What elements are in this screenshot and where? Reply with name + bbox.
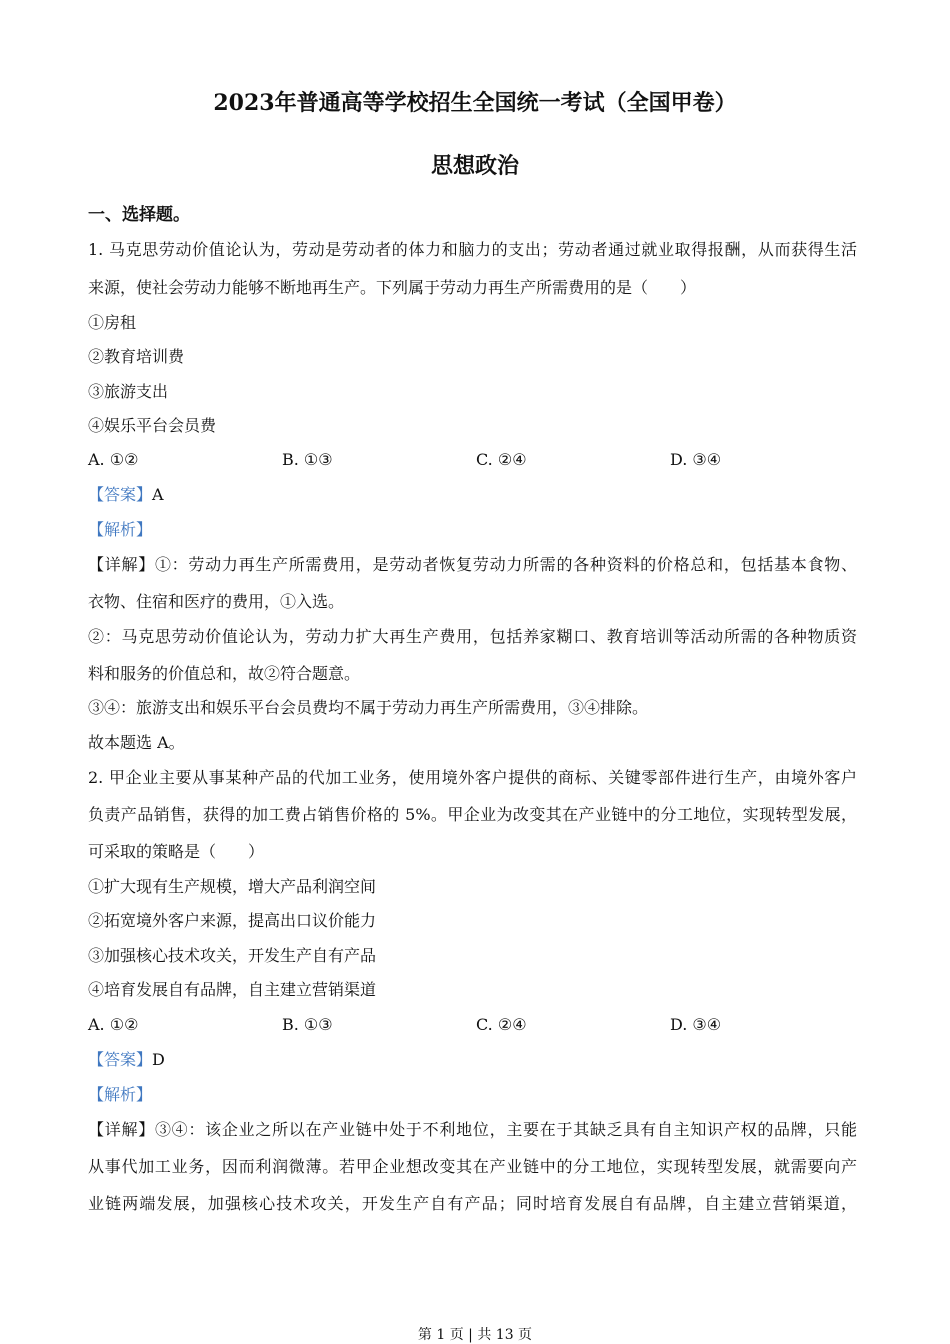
option-b: B. ①③: [282, 1015, 333, 1034]
answer-line: [88, 1050, 165, 1070]
detail-label: 【详解】: [88, 1120, 155, 1139]
answer-value: D: [152, 1050, 165, 1069]
answer-label: 【答案】: [88, 1050, 153, 1069]
detail-line: 从事代加工业务，因而利润微薄。若甲企业想改变其在产业链中的分工地位，实现转型发展，就需要向产: [88, 1157, 857, 1176]
answer-label: 【答案】: [88, 485, 153, 504]
detail-line: 衣物、住宿和医疗的费用，①入选。: [88, 592, 345, 611]
statement-item: ①房租: [88, 313, 137, 332]
detail-text: ①：劳动力再生产所需费用，是劳动者恢复劳动力所需的各种资料的价格总和，包括基本食物、: [154, 555, 857, 574]
statement-item: ④培育发展自有品牌，自主建立营销渠道: [88, 980, 377, 999]
statement-item: ①扩大现有生产规模，增大产品利润空间: [88, 877, 377, 896]
answer-value: A: [152, 485, 164, 504]
exam-title: 2023年普通高等学校招生全国统一考试（全国甲卷）: [213, 90, 737, 116]
question-stem-line: 可采取的策略是（ ）: [88, 842, 265, 861]
detail-line: ②：马克思劳动价值论认为，劳动力扩大再生产费用，包括养家糊口、教育培训等活动所需的各种物质资: [88, 627, 857, 646]
option-c: C. ②④: [476, 1015, 527, 1034]
analysis-label: 【解析】: [88, 520, 153, 539]
detail-line: 料和服务的价值总和，故②符合题意。: [88, 664, 361, 683]
question-stem-line: 2. 甲企业主要从事某种产品的代加工业务，使用境外客户提供的商标、关键零部件进行生产，由境外客户: [88, 768, 857, 787]
option-c: C. ②④: [476, 450, 527, 469]
detail-line: 故本题选 A。: [88, 733, 185, 752]
question-stem-line: 1. 马克思劳动价值论认为，劳动是劳动者的体力和脑力的支出；劳动者通过就业取得报酬，从而获得生活: [88, 240, 857, 259]
statement-item: ④娱乐平台会员费: [88, 416, 217, 435]
detail-text: ③④：该企业之所以在产业链中处于不利地位，主要在于其缺乏具有自主知识产权的品牌，只能: [154, 1120, 857, 1139]
answer-line: [88, 485, 164, 505]
question-stem-line: 负责产品销售，获得的加工费占销售价格的 5%。甲企业为改变其在产业链中的分工地位，实现转型发展，: [88, 805, 857, 824]
statement-item: ②教育培训费: [88, 347, 185, 366]
section-heading: 一、选择题。: [88, 205, 190, 225]
statement-item: ③旅游支出: [88, 382, 169, 401]
option-d: D. ③④: [670, 1015, 722, 1034]
question-stem-line: 来源，使社会劳动力能够不断地再生产。下列属于劳动力再生产所需费用的是（ ）: [88, 278, 697, 297]
subject-title: 思想政治: [430, 153, 519, 179]
detail-line: [88, 555, 857, 575]
statement-item: ②拓宽境外客户来源，提高出口议价能力: [88, 911, 377, 930]
detail-line: ③④：旅游支出和娱乐平台会员费均不属于劳动力再生产所需费用，③④排除。: [88, 698, 649, 717]
option-b: B. ①③: [282, 450, 333, 469]
option-a: A. ①②: [88, 1015, 139, 1034]
analysis-label: 【解析】: [88, 1085, 153, 1104]
page-footer: 第 1 页 | 共 13 页: [417, 1327, 533, 1343]
detail-label: 【详解】: [88, 555, 155, 574]
detail-line: [88, 1120, 857, 1140]
option-d: D. ③④: [670, 450, 722, 469]
option-a: A. ①②: [88, 450, 139, 469]
statement-item: ③加强核心技术攻关，开发生产自有产品: [88, 946, 377, 965]
detail-line: 业链两端发展，加强核心技术攻关，开发生产自有产品；同时培育发展自有品牌，自主建立营销渠道，: [88, 1194, 857, 1213]
